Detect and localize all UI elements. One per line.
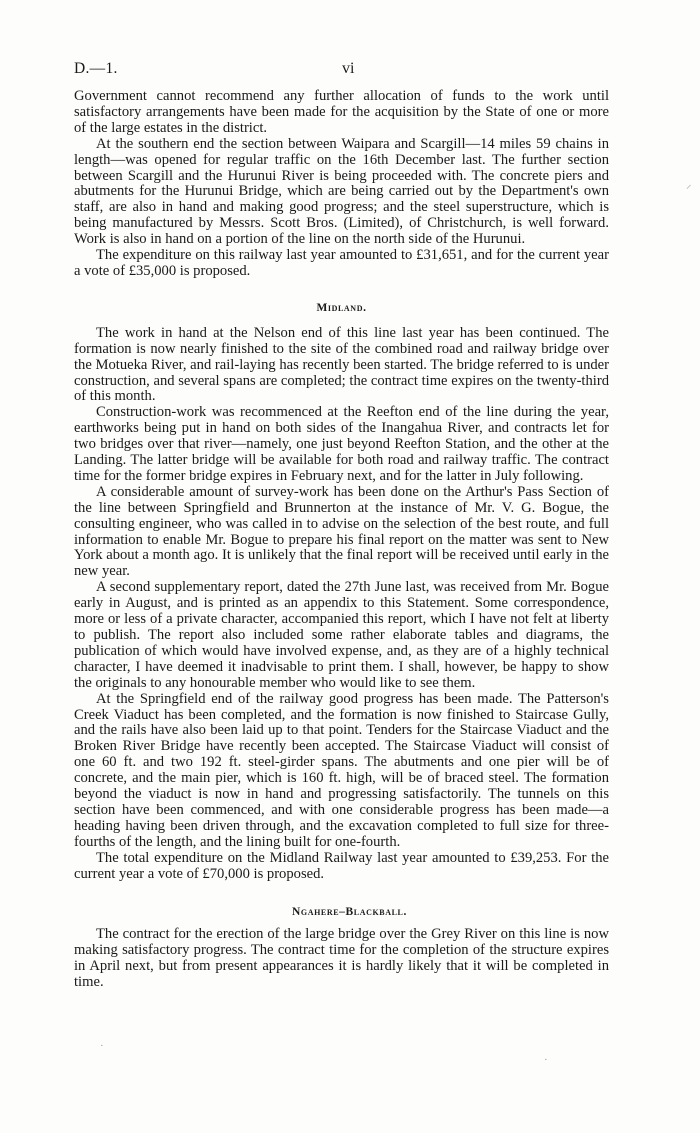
section-heading-midland: Midland. bbox=[316, 301, 367, 314]
document-body bbox=[74, 89, 609, 991]
scan-speck: · bbox=[544, 1054, 548, 1066]
paragraph: The work in hand at the Nelson end of this line last year has been continued. The formation is now nearly finished to the site of the combined road and railway bridge over the Motueka River, and rail-laying has recently been started. The bridge referred to is under construction, and several spans are completed; the contract time expires on the twenty-third of this month. bbox=[74, 324, 609, 405]
document-reference: D.—1. bbox=[74, 60, 118, 77]
paragraph: The contract for the erection of the large bridge over the Grey River on this line is now making satisfactory progress. The contract time for the completion of the structure expires in April next, but from present appearances it is hardly likely that it will be completed in time. bbox=[74, 926, 609, 991]
page-header bbox=[74, 60, 614, 82]
page-number: vi bbox=[342, 60, 355, 77]
scan-speck: · bbox=[100, 1040, 104, 1052]
section-heading-ngahere-blackball: Ngahere–Blackball. bbox=[292, 905, 407, 918]
paragraph: At the southern end the section between Waipara and Scargill—14 miles 59 chains in length—was opened for regular traffic on the 16th December last. The further section between Scargill and the Hurunui River is being proceeded with. The concrete piers and abutments for the Hurunui Bridge, which are being carried out by the Department's own staff, are also in hand and making good progress; and the steel superstructure, which is being manufactured by Messrs. Scott Bros. (Limited), of Christchurch, is well forward. Work is also in hand on a portion of the line on the north side of the Hurunui. bbox=[74, 135, 609, 248]
paragraph: Government cannot recommend any further allocation of funds to the work until satisfactory arrangements have been made for the acquisition by the State of one or more of the large estates in the district. bbox=[74, 88, 609, 136]
scan-speck: ⸝ bbox=[686, 179, 692, 191]
paragraph: At the Springfield end of the railway good progress has been made. The Patterson's Creek Viaduct has been completed, and the formation is now finished to Staircase Gully, and the rails have also been laid up to that point. Tenders for the Staircase Viaduct and the Broken River Bridge have recently been accepted. The Staircase Viaduct will consist of one 60 ft. and two 192 ft. steel-girder spans. The abutments and one pier will be of concrete, and the main pier, which is 160 ft. high, will be of braced steel. The formation beyond the viaduct is now in hand and progressing satisfactorily. The tunnels on this section have been commenced, and with one considerable progress has been made—a heading having been driven through, and the excavation completed to full size for three-fourths of the length, and the lining built for one-fourth. bbox=[74, 690, 609, 850]
paragraph: The expenditure on this railway last year amounted to £31,651, and for the current year a vote of £35,000 is proposed. bbox=[74, 247, 609, 279]
paragraph: The total expenditure on the Midland Railway last year amounted to £39,253. For the current year a vote of £70,000 is proposed. bbox=[74, 849, 609, 882]
paragraph: A considerable amount of survey-work has been done on the Arthur's Pass Section of the line between Springfield and Brunnerton at the instance of Mr. V. G. Bogue, the consulting engineer, who was called in to advise on the selection of the best route, and full information to enable Mr. Bogue to prepare his final report on the matter was sent to New York about a month ago. It is unlikely that the final report will be received until early in the new year. bbox=[74, 483, 609, 580]
paragraph: Construction-work was recommenced at the Reefton end of the line during the year, earthworks being put in hand on both sides of the Inangahua River, and contracts let for two bridges over that river—namely, one just beyond Reefton Station, and the other at the Landing. The latter bridge will be available for both road and railway traffic. The contract time for the former bridge expires in February next, and for the latter in July following. bbox=[74, 404, 609, 484]
paragraph: A second supplementary report, dated the 27th June last, was received from Mr. Bogue early in August, and is printed as an appendix to this Statement. Some correspondence, more or less of a private character, accompanied this report, which I have not felt at liberty to publish. The report also included some rather elaborate tables and diagrams, the publication of which would have involved expense, and, as they are of a highly technical character, I have deemed it inadvisable to print them. I shall, however, be happy to show the originals to any honourable member who would like to see them. bbox=[74, 579, 609, 691]
